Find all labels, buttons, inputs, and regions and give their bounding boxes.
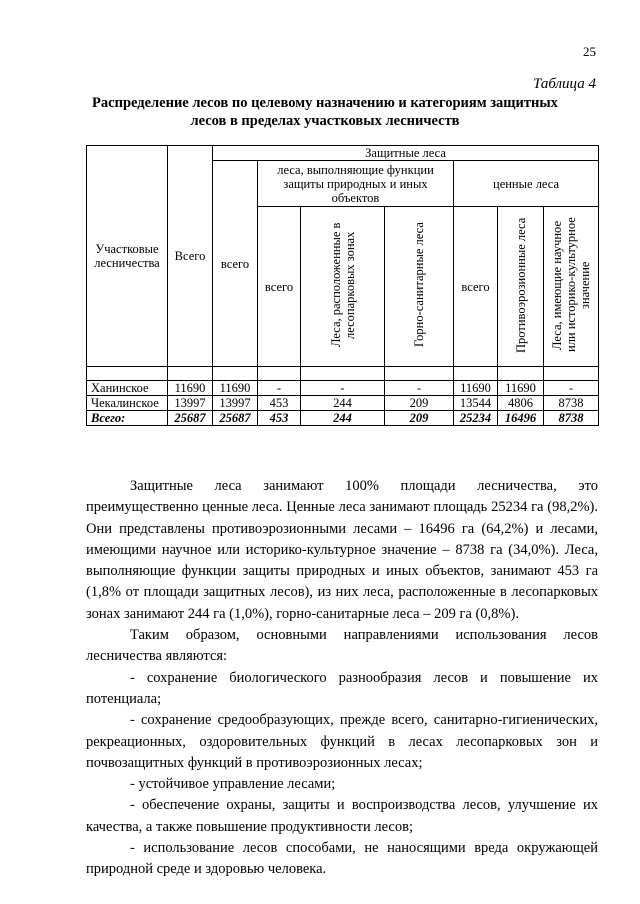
header-pf-park-label: Леса, расположенные в лесопарковых зонах [328, 222, 357, 348]
header-val-scientific-label: Леса, имеющие научное или историко-культурное значение [550, 217, 593, 353]
cell: 11690 [213, 381, 258, 396]
list-item: - использование лесов способами, не наносящими вреда окружающей природной среде и здоровью человека. [86, 840, 598, 878]
header-pf-mountain [385, 207, 454, 367]
table-row [87, 381, 599, 396]
total-row-name: Всего: [87, 411, 168, 426]
header-valuable-forests: ценные леса [454, 161, 599, 207]
cell: 453 [258, 396, 301, 411]
list-item: - сохранение средообразующих, прежде всего, санитарно-гигиенических, рекреационных, оздоровительных функций в лесах лесопарковых зон и почвозащитных функций в противоэрозионных лесах; [86, 712, 598, 771]
paragraph: Защитные леса занимают 100% площади лесничества, это преимущественно ценные леса. Ценные леса занимают площадь 25234 га (98,2%). Они представлены противоэрозионными лесами – 16496 га (64,2%) и лесами, имеющими научное или историко-культурное значение – 8738 га (34,0%). Леса, выполняющие функции защиты природных и иных объектов, занимают 453 га (1,8% от площади защитных лесов), из них леса, расположенные в лесопарковых зонах занимают 244 га (1,0%), горно-санитарные леса – 209 га (0,8%). [86, 478, 598, 622]
header-val-scientific [544, 207, 599, 367]
header-pf-total: всего [258, 207, 301, 367]
cell: 13997 [213, 396, 258, 411]
table-title-line-2: лесов в пределах участковых лесничеств [190, 113, 460, 129]
paragraph: Таким образом, основными направлениями использования лесов лесничества являются: [86, 627, 598, 665]
page-number: 25 [583, 44, 596, 59]
cell: - [544, 381, 599, 396]
cell: 11690 [168, 381, 213, 396]
header-total: Всего [168, 146, 213, 367]
cell: 244 [301, 411, 385, 426]
table-title-line-1: Распределение лесов по целевому назначению и категориям защитных [92, 95, 558, 111]
cell: 8738 [544, 396, 599, 411]
header-protective-total: всего [213, 161, 258, 367]
list-item: - сохранение биологического разнообразия лесов и повышение их потенциала; [86, 669, 598, 707]
cell: 209 [385, 411, 454, 426]
cell: 4806 [498, 396, 544, 411]
cell: 25687 [213, 411, 258, 426]
forest-distribution-table [86, 145, 599, 426]
header-val-antierosion [498, 207, 544, 367]
table-title [60, 94, 590, 130]
header-protective-functions: леса, выполняющие функции защиты природных и иных объектов [258, 161, 454, 207]
cell: 25234 [454, 411, 498, 426]
header-district: Участковые лесничества [87, 146, 168, 367]
cell: 11690 [498, 381, 544, 396]
cell: 8738 [544, 411, 599, 426]
cell: 244 [301, 396, 385, 411]
table-caption: Таблица 4 [533, 76, 596, 92]
cell: 453 [258, 411, 301, 426]
header-val-antierosion-label: Противоэрозионные леса [513, 217, 528, 353]
list-item: - обеспечение охраны, защиты и воспроизводства лесов, улучшение их качества, а также повышение продуктивности лесов; [86, 797, 598, 835]
cell: - [301, 381, 385, 396]
cell: - [385, 381, 454, 396]
header-protective-forests: Защитные леса [213, 146, 599, 161]
cell: - [258, 381, 301, 396]
row-name: Чекалинское [87, 396, 168, 411]
cell: 11690 [454, 381, 498, 396]
cell: 13544 [454, 396, 498, 411]
header-pf-mountain-label: Горно-санитарные леса [412, 222, 426, 348]
body-text [86, 476, 598, 881]
row-name: Ханинское [87, 381, 168, 396]
cell: 13997 [168, 396, 213, 411]
cell: 25687 [168, 411, 213, 426]
header-pf-park [301, 207, 385, 367]
header-val-total: всего [454, 207, 498, 367]
cell: 16496 [498, 411, 544, 426]
table-total-row [87, 411, 599, 426]
cell: 209 [385, 396, 454, 411]
table-row [87, 396, 599, 411]
list-item: - устойчивое управление лесами; [130, 776, 336, 793]
table-spacer-row [87, 367, 599, 381]
